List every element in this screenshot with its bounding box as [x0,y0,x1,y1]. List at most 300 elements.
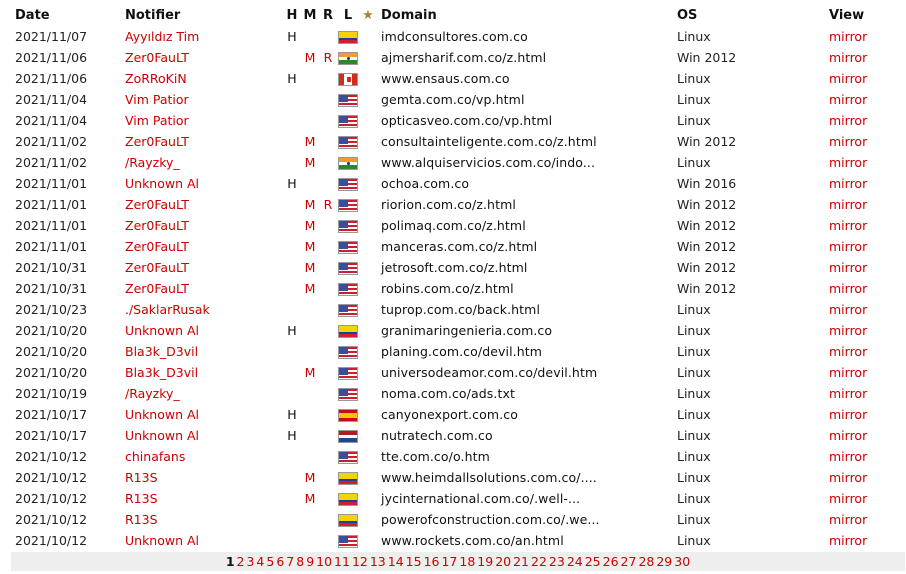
homepage-flag [283,299,301,320]
mirror-link[interactable]: mirror [829,323,868,338]
homepage-flag: H [287,29,297,44]
homepage-flag: H [287,407,297,422]
row-date: 2021/11/06 [15,71,88,86]
mirror-link[interactable]: mirror [829,281,868,296]
mass-flag: M [304,239,316,254]
page-link-26[interactable]: 26 [602,554,619,569]
row-date: 2021/11/01 [15,197,88,212]
redefacement-flag [319,467,337,488]
location-cell [337,278,359,299]
us-flag-icon [338,304,358,317]
row-domain: jetrosoft.com.co/z.html [381,260,528,275]
location-cell [337,89,359,110]
mass-flag: M [304,134,316,149]
location-cell [337,47,359,68]
table-row [11,110,905,131]
row-date: 2021/11/02 [15,134,88,149]
special-cell [359,341,377,362]
mass-flag [301,299,319,320]
notifier-link[interactable]: Ayyıldız Tim [125,29,200,44]
notifier-link[interactable]: ZoRRoKiN [125,71,187,86]
redefacement-flag [319,509,337,530]
row-domain: ajmersharif.com.co/z.html [381,50,547,65]
redefacement-flag [319,26,337,47]
redefacement-flag [319,131,337,152]
us-flag-icon [338,451,358,464]
row-os: Win 2012 [677,50,737,65]
page-link-19[interactable]: 19 [477,554,494,569]
special-cell [359,299,377,320]
mirror-link[interactable]: mirror [829,386,868,401]
mass-flag [301,383,319,404]
notifier-link[interactable]: Zer0FauLT [125,281,189,296]
us-flag-icon [338,94,358,107]
notifier-link[interactable]: R13S [125,491,158,506]
row-domain: opticasveo.com.co/vp.html [381,113,553,128]
mass-flag [301,404,319,425]
row-date: 2021/10/23 [15,302,88,317]
table-row [11,278,905,299]
row-date: 2021/10/20 [15,344,88,359]
row-date: 2021/10/17 [15,407,88,422]
in-flag-icon [338,52,358,65]
notifier-link[interactable]: Zer0FauLT [125,50,189,65]
notifier-link[interactable]: Zer0FauLT [125,197,189,212]
redefacement-flag [319,404,337,425]
co-flag-icon [338,493,358,506]
page-link-18[interactable]: 18 [459,554,476,569]
notifier-link[interactable]: ./SaklarRusak [125,302,210,317]
mirror-link[interactable]: mirror [829,218,868,233]
location-cell [337,152,359,173]
table-row [11,320,905,341]
page-link-12[interactable]: 12 [351,554,368,569]
mirror-link[interactable]: mirror [829,533,868,548]
page-link-14[interactable]: 14 [387,554,404,569]
mirror-link[interactable]: mirror [829,92,868,107]
page-link-6[interactable]: 6 [276,554,285,569]
mass-flag [301,110,319,131]
page-link-9[interactable]: 9 [306,554,315,569]
redefacement-flag [319,89,337,110]
notifier-link[interactable]: Unknown Al [125,323,200,338]
special-cell [359,173,377,194]
row-os: Linux [677,365,711,380]
location-cell [337,341,359,362]
mass-flag [301,446,319,467]
row-domain: www.ensaus.com.co [381,71,510,86]
mass-flag: M [304,260,316,275]
special-cell [359,467,377,488]
us-flag-icon [338,388,358,401]
row-date: 2021/11/07 [15,29,88,44]
notifier-link[interactable]: /Rayzky_ [125,386,180,401]
special-cell [359,236,377,257]
mass-flag: M [304,281,316,296]
redefacement-flag [319,215,337,236]
location-cell [337,446,359,467]
column-header-location[interactable]: L [343,8,353,23]
mass-flag: M [304,218,316,233]
special-cell [359,404,377,425]
table-row [11,89,905,110]
redefacement-flag [319,257,337,278]
page-link-28[interactable]: 28 [638,554,655,569]
ca-flag-icon [338,73,358,86]
notifier-link[interactable]: R13S [125,512,158,527]
row-date: 2021/10/12 [15,533,88,548]
redefacement-flag [319,278,337,299]
row-os: Linux [677,470,711,485]
notifier-link[interactable]: Bla3k_D3vil [125,365,199,380]
table-row [11,152,905,173]
table-row [11,530,905,551]
mirror-link[interactable]: mirror [829,155,868,170]
us-flag-icon [338,346,358,359]
row-date: 2021/10/20 [15,365,88,380]
table-row [11,257,905,278]
location-cell [337,425,359,446]
redefacement-flag [319,173,337,194]
row-os: Linux [677,512,711,527]
column-header-os[interactable]: OS [677,8,698,23]
row-date: 2021/10/12 [15,512,88,527]
row-domain: gemta.com.co/vp.html [381,92,525,107]
row-os: Linux [677,92,711,107]
row-os: Linux [677,29,711,44]
mirror-link[interactable]: mirror [829,470,868,485]
special-cell [359,383,377,404]
location-cell [337,488,359,509]
page-link-2[interactable]: 2 [236,554,245,569]
mass-flag: M [304,50,316,65]
notifier-link[interactable]: Unknown Al [125,533,200,548]
row-domain: planing.com.co/devil.htm [381,344,543,359]
mass-flag [301,530,319,551]
special-cell [359,131,377,152]
row-date: 2021/10/19 [15,386,88,401]
row-domain: riorion.com.co/z.html [381,197,516,212]
row-date: 2021/11/01 [15,218,88,233]
mirror-link[interactable]: mirror [829,491,868,506]
us-flag-icon [338,136,358,149]
row-date: 2021/10/12 [15,470,88,485]
nl-flag-icon [338,430,358,443]
redefacement-flag [319,425,337,446]
homepage-flag [283,236,301,257]
mass-flag: M [304,491,316,506]
table-row [11,383,905,404]
in-flag-icon [338,157,358,170]
table-row [11,26,905,47]
redefacement-flag [319,341,337,362]
redefacement-flag [319,362,337,383]
row-date: 2021/10/17 [15,428,88,443]
co-flag-icon [338,325,358,338]
notifier-link[interactable]: Bla3k_D3vil [125,344,199,359]
location-cell [337,404,359,425]
page-link-30[interactable]: 30 [674,554,691,569]
notifier-link[interactable]: R13S [125,470,158,485]
mirror-link[interactable]: mirror [829,365,868,380]
co-flag-icon [338,472,358,485]
homepage-flag [283,278,301,299]
row-os: Win 2012 [677,134,737,149]
special-cell [359,89,377,110]
page-link-21[interactable]: 21 [513,554,530,569]
page-link-27[interactable]: 27 [620,554,637,569]
page-link-13[interactable]: 13 [369,554,386,569]
location-cell [337,215,359,236]
notifier-link[interactable]: Unknown Al [125,407,200,422]
row-os: Linux [677,491,711,506]
homepage-flag [283,215,301,236]
homepage-flag [283,509,301,530]
redefacement-flag [319,152,337,173]
row-os: Linux [677,449,711,464]
row-domain: www.rockets.com.co/an.html [381,533,564,548]
redefacement-flag [319,110,337,131]
notifier-link[interactable]: chinafans [125,449,186,464]
us-flag-icon [338,241,358,254]
column-header-date[interactable]: Date [15,8,50,23]
redefacement-flag [319,446,337,467]
row-domain: universodeamor.com.co/devil.htm [381,365,598,380]
notifier-link[interactable]: Unknown Al [125,176,200,191]
row-os: Linux [677,407,711,422]
row-os: Linux [677,71,711,86]
location-cell [337,320,359,341]
homepage-flag [283,362,301,383]
row-os: Win 2016 [677,176,737,191]
location-cell [337,236,359,257]
row-domain: granimaringenieria.com.co [381,323,553,338]
mirror-link[interactable]: mirror [829,407,868,422]
row-date: 2021/11/04 [15,92,88,107]
column-header-mass[interactable]: M [303,8,317,23]
location-cell [337,509,359,530]
redefacement-flag [319,383,337,404]
homepage-flag [283,488,301,509]
page-link-10[interactable]: 10 [316,554,333,569]
page-link-17[interactable]: 17 [441,554,458,569]
page-link-23[interactable]: 23 [548,554,565,569]
homepage-flag [283,152,301,173]
page-link-25[interactable]: 25 [584,554,601,569]
row-domain: imdconsultores.com.co [381,29,528,44]
redefacement-flag [319,299,337,320]
table-row [11,362,905,383]
page-link-29[interactable]: 29 [656,554,673,569]
row-os: Win 2012 [677,281,737,296]
notifier-link[interactable]: Unknown Al [125,428,200,443]
row-date: 2021/11/01 [15,239,88,254]
special-cell [359,68,377,89]
page-link-24[interactable]: 24 [566,554,583,569]
special-cell [359,110,377,131]
table-row [11,194,905,215]
special-cell [359,278,377,299]
mass-flag: M [304,155,316,170]
row-date: 2021/11/06 [15,50,88,65]
redefacement-flag: R [323,197,333,212]
mass-flag: M [304,365,316,380]
row-domain: www.alquiservicios.com.co/indo... [381,155,596,170]
redefacement-flag: R [323,50,333,65]
special-cell [359,320,377,341]
mirror-link[interactable]: mirror [829,344,868,359]
location-cell [337,257,359,278]
us-flag-icon [338,283,358,296]
location-cell [337,173,359,194]
mirror-link[interactable]: mirror [829,29,868,44]
mirror-link[interactable]: mirror [829,512,868,527]
column-header-notifier[interactable]: Notifier [125,8,181,23]
row-os: Win 2012 [677,239,737,254]
mirror-link[interactable]: mirror [829,449,868,464]
page-link-20[interactable]: 20 [495,554,512,569]
special-cell [359,530,377,551]
row-domain: canyonexport.com.co [381,407,518,422]
row-os: Linux [677,155,711,170]
mirror-link[interactable]: mirror [829,71,868,86]
page-link-4[interactable]: 4 [256,554,265,569]
column-header-redefacement[interactable]: R [322,8,333,23]
page-link-15[interactable]: 15 [405,554,422,569]
page-link-1[interactable]: 1 [225,554,235,569]
row-domain: tte.com.co/o.htm [381,449,490,464]
mass-flag: M [304,470,316,485]
row-date: 2021/11/02 [15,155,88,170]
mass-flag [301,89,319,110]
column-header-view: View [829,8,865,23]
mirror-link[interactable]: mirror [829,302,868,317]
table-row [11,47,905,68]
page-link-3[interactable]: 3 [246,554,255,569]
row-os: Linux [677,533,711,548]
table-row [11,299,905,320]
page-link-11[interactable]: 11 [334,554,350,569]
defacement-table [11,5,905,551]
row-date: 2021/10/12 [15,449,88,464]
mass-flag [301,425,319,446]
table-row [11,236,905,257]
special-cell [359,425,377,446]
location-cell [337,530,359,551]
table-row [11,215,905,236]
us-flag-icon [338,115,358,128]
location-cell [337,131,359,152]
notifier-link[interactable]: Zer0FauLT [125,260,189,275]
column-header-domain[interactable]: Domain [381,8,437,23]
location-cell [337,383,359,404]
row-os: Linux [677,302,711,317]
row-domain: powerofconstruction.com.co/.we... [381,512,600,527]
location-cell [337,362,359,383]
mirror-link[interactable]: mirror [829,197,868,212]
homepage-flag [283,467,301,488]
row-os: Win 2012 [677,260,737,275]
mirror-link[interactable]: mirror [829,113,868,128]
special-cell [359,215,377,236]
row-domain: polimaq.com.co/z.html [381,218,526,233]
mirror-link[interactable]: mirror [829,260,868,275]
homepage-flag [283,341,301,362]
special-cell [359,194,377,215]
redefacement-flag [319,68,337,89]
page-link-8[interactable]: 8 [296,554,305,569]
page-link-7[interactable]: 7 [286,554,295,569]
co-flag-icon [338,514,358,527]
location-cell [337,467,359,488]
mirror-link[interactable]: mirror [829,239,868,254]
column-header-homepage[interactable]: H [286,8,298,23]
row-domain: consultainteligente.com.co/z.html [381,134,597,149]
row-domain: robins.com.co/z.html [381,281,514,296]
row-os: Linux [677,386,711,401]
table-row [11,341,905,362]
homepage-flag: H [287,323,297,338]
mirror-link[interactable]: mirror [829,50,868,65]
table-row [11,404,905,425]
notifier-link[interactable]: Zer0FauLT [125,239,189,254]
notifier-link[interactable]: Vim Patior [125,92,189,107]
row-date: 2021/10/20 [15,323,88,338]
table-row [11,131,905,152]
notifier-link[interactable]: /Rayzky_ [125,155,180,170]
row-domain: www.heimdallsolutions.com.co/.... [381,470,597,485]
redefacement-flag [319,320,337,341]
us-flag-icon [338,367,358,380]
notifier-link[interactable]: Vim Patior [125,113,189,128]
mass-flag [301,320,319,341]
row-date: 2021/10/31 [15,260,88,275]
table-row [11,488,905,509]
mirror-link[interactable]: mirror [829,428,868,443]
row-date: 2021/10/31 [15,281,88,296]
row-os: Linux [677,113,711,128]
location-cell [337,110,359,131]
table-row [11,446,905,467]
mirror-link[interactable]: mirror [829,176,868,191]
page-link-22[interactable]: 22 [531,554,547,569]
mirror-link[interactable]: mirror [829,134,868,149]
homepage-flag: H [287,71,297,86]
row-os: Win 2012 [677,197,737,212]
homepage-flag: H [287,176,297,191]
table-row [11,425,905,446]
us-flag-icon [338,220,358,233]
row-domain: manceras.com.co/z.html [381,239,538,254]
special-cell [359,362,377,383]
notifier-link[interactable]: Zer0FauLT [125,218,189,233]
homepage-flag [283,383,301,404]
table-row [11,68,905,89]
homepage-flag [283,446,301,467]
redefacement-flag [319,488,337,509]
row-os: Linux [677,344,711,359]
mass-flag [301,341,319,362]
star-icon: ★ [362,8,374,23]
co-flag-icon [338,31,358,44]
us-flag-icon [338,178,358,191]
special-cell [359,152,377,173]
column-header-special[interactable] [359,5,377,26]
page-link-16[interactable]: 16 [423,554,440,569]
notifier-link[interactable]: Zer0FauLT [125,134,189,149]
row-domain: noma.com.co/ads.txt [381,386,515,401]
page-link-5[interactable]: 5 [266,554,275,569]
